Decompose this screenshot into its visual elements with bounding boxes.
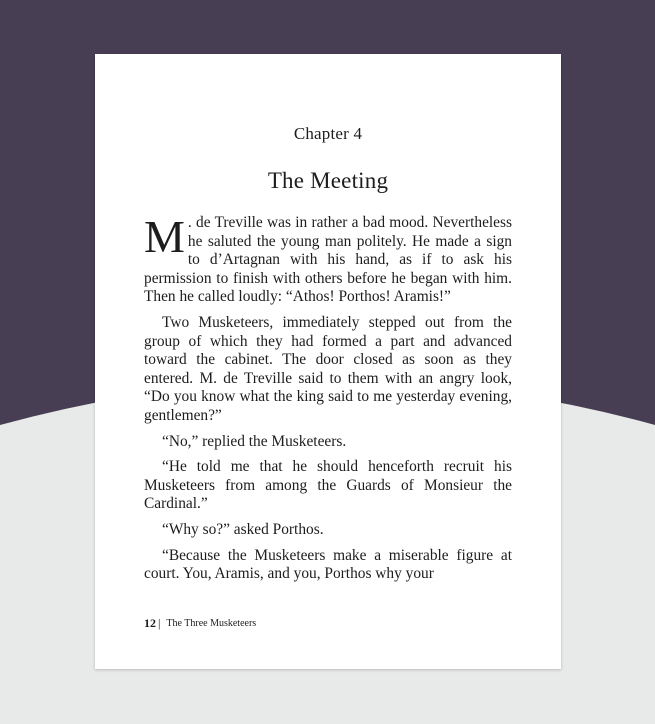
page-footer	[144, 616, 256, 631]
paragraph: “Why so?” asked Porthos.	[162, 520, 324, 538]
footer-separator: |	[158, 616, 161, 630]
book-title: The Three Musketeers	[166, 618, 257, 629]
chapter-label: Chapter 4	[293, 124, 363, 143]
chapter-body	[144, 211, 512, 591]
book-page	[95, 54, 561, 669]
paragraph: “No,” replied the Musketeers.	[162, 432, 347, 450]
chapter-title: The Meeting	[267, 168, 389, 193]
paragraph: “He told me that he should henceforth recruit his Musketeers from among the Guards of Monsieur the Cardinal.”	[144, 458, 512, 513]
paragraph: M . de Treville was in rather a bad mood. Nevertheless he saluted the young man politely. He made a sign to d’Artagnan with his hand, as if to ask his permission to finish with others before he began with him. Then he called loudly: “Athos! Porthos! Aramis!”	[144, 211, 512, 306]
drop-cap: M	[144, 211, 185, 262]
paragraph: Two Musketeers, immediately stepped out from the group of which they had formed a part and advanced toward the cabinet. The door closed as soon as they entered. M. de Treville said to them with an angry look, “Do you know what the king said to me yesterday evening, gentlemen?”	[144, 313, 512, 424]
paragraph: “Because the Musketeers make a miserable figure at court. You, Aramis, and you, Porthos why your	[144, 546, 512, 583]
page-number: 12	[144, 616, 156, 630]
